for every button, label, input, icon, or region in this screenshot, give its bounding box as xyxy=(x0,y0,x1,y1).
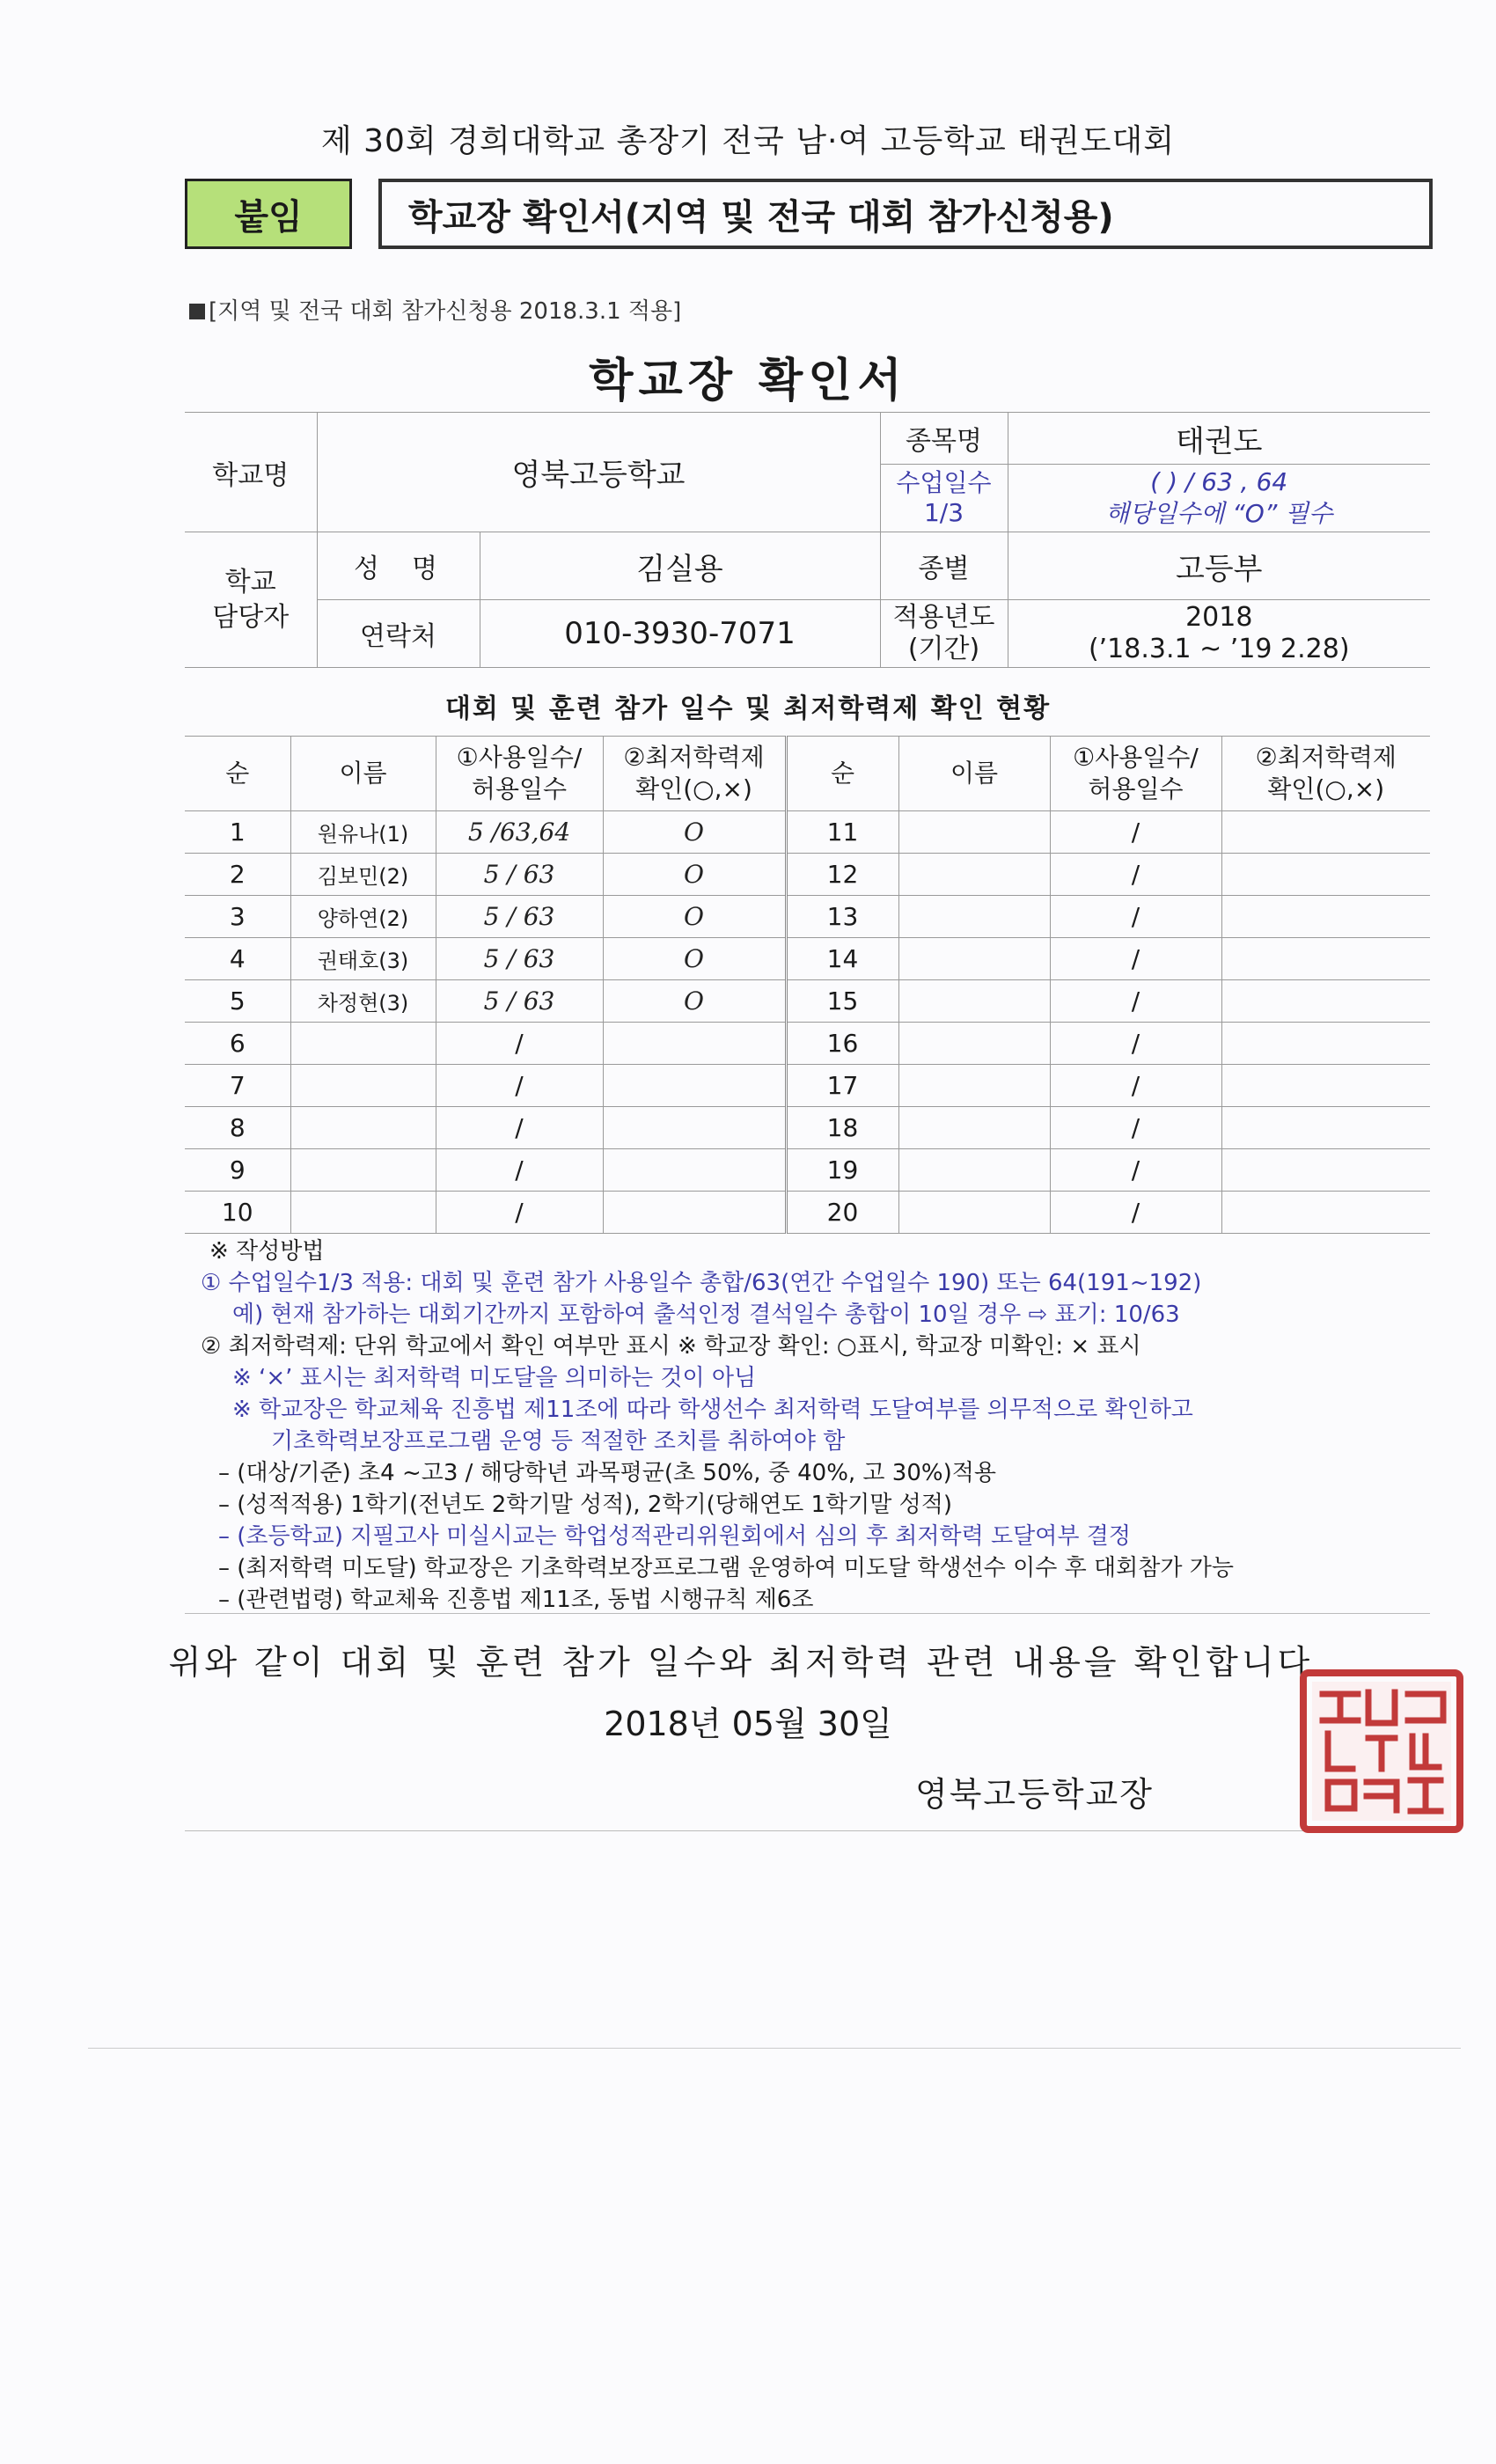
manager-name-value: 김실용 xyxy=(480,532,880,600)
instruction-3: ※ ‘×’ 표시는 최저학력 미도달을 의미하는 것이 아님 xyxy=(232,1365,757,1391)
row-name-2 xyxy=(898,1023,1050,1065)
apply-year-label-line1: 적용년도 xyxy=(892,602,995,633)
roster-row xyxy=(185,896,1430,938)
header-check-2-line1: ②최저학력제 xyxy=(1255,743,1397,772)
row-name-2 xyxy=(898,980,1050,1023)
row-check: O xyxy=(603,811,786,854)
row-check: O xyxy=(603,980,786,1023)
row-check xyxy=(603,1192,786,1234)
row-no-2: 20 xyxy=(786,1192,898,1234)
detail-4: – (최저학력 미도달) 학교장은 기초학력보장프로그램 운영하여 미도달 학생선수 이수 후 대회참가 가능 xyxy=(218,1555,1234,1581)
row-check-2 xyxy=(1221,1192,1430,1234)
sport-label: 종목명 xyxy=(880,413,1008,465)
sport-value: 태권도 xyxy=(1008,413,1430,465)
contact-value: 010-3930-7071 xyxy=(480,600,880,668)
row-name-2 xyxy=(898,1107,1050,1149)
square-bullet-icon xyxy=(189,304,205,319)
apply-year-value xyxy=(1008,600,1430,668)
header-check-2-line2: 확인(○,×) xyxy=(1267,774,1385,803)
attachment-title: 학교장 확인서(지역 및 전국 대회 참가신청용) xyxy=(378,179,1433,249)
row-check: O xyxy=(603,938,786,980)
row-no: 4 xyxy=(185,938,290,980)
class-days-value-line1: ( ) / 63 , 64 xyxy=(1150,467,1288,496)
header-days-2 xyxy=(1050,737,1221,811)
row-no-2: 15 xyxy=(786,980,898,1023)
row-no: 3 xyxy=(185,896,290,938)
row-check xyxy=(603,1065,786,1107)
attachment-label: 붙임 xyxy=(185,179,352,249)
row-check: O xyxy=(603,854,786,896)
row-days-2: / xyxy=(1050,938,1221,980)
row-name-2 xyxy=(898,1149,1050,1192)
row-no-2: 19 xyxy=(786,1149,898,1192)
header-check-2 xyxy=(1221,737,1430,811)
row-no-2: 13 xyxy=(786,896,898,938)
status-section-title: 대회 및 훈련 참가 일수 및 최저학력제 확인 현황 xyxy=(444,693,1052,724)
row-no-2: 11 xyxy=(786,811,898,854)
roster-row xyxy=(185,811,1430,854)
instructions-heading: ※ 작성방법 xyxy=(209,1238,325,1265)
row-check-2 xyxy=(1221,896,1430,938)
apply-year-value-line2: (’18.3.1 ~ ’19 2.28) xyxy=(1088,634,1350,664)
row-days-2: / xyxy=(1050,1107,1221,1149)
row-days: 5 / 63 xyxy=(436,980,603,1023)
instruction-1b: 예) 현재 참가하는 대회기간까지 포함하여 출석인정 결석일수 총합이 10일 경우 ⇨ 표기: 10/63 xyxy=(232,1302,1180,1328)
instruction-1a: ① 수업일수1/3 적용: 대회 및 훈련 참가 사용일수 총합/63(연간 수업일수 190) 또는 64(191~192) xyxy=(201,1270,1202,1296)
row-name-2 xyxy=(898,854,1050,896)
row-days: 5 / 63 xyxy=(436,938,603,980)
manager-label xyxy=(185,532,317,668)
row-no-2: 12 xyxy=(786,854,898,896)
row-no: 7 xyxy=(185,1065,290,1107)
form-note-text: [지역 및 전국 대회 참가신청용 2018.3.1 적용] xyxy=(209,298,682,325)
row-no: 1 xyxy=(185,811,290,854)
row-no-2: 18 xyxy=(786,1107,898,1149)
row-no: 9 xyxy=(185,1149,290,1192)
row-no: 2 xyxy=(185,854,290,896)
row-name: 김보민(2) xyxy=(290,854,436,896)
detail-1: – (대상/기준) 초4 ~고3 / 해당학년 과목평균(초 50%, 중 40%, 고 30%)적용 xyxy=(218,1460,996,1486)
row-name-2 xyxy=(898,1192,1050,1234)
page-edge-line xyxy=(88,2048,1461,2049)
school-name-label: 학교명 xyxy=(185,413,317,532)
row-days-2: / xyxy=(1050,1065,1221,1107)
manager-label-line2: 담당자 xyxy=(212,601,290,633)
apply-year-label-line2: (기간) xyxy=(907,634,980,664)
row-no: 8 xyxy=(185,1107,290,1149)
row-check-2 xyxy=(1221,1107,1430,1149)
apply-year-label xyxy=(880,600,1008,668)
row-name-2 xyxy=(898,938,1050,980)
contact-label: 연락처 xyxy=(317,600,480,668)
header-check-line2: 확인(○,×) xyxy=(635,774,752,803)
row-name: 권태호(3) xyxy=(290,938,436,980)
row-name xyxy=(290,1023,436,1065)
header-no: 순 xyxy=(185,737,290,811)
row-days-2: / xyxy=(1050,896,1221,938)
row-no-2: 17 xyxy=(786,1065,898,1107)
row-check-2 xyxy=(1221,1149,1430,1192)
row-days: / xyxy=(436,1023,603,1065)
school-info-table xyxy=(185,412,1430,668)
principal-name: 영북고등학교장 xyxy=(915,1775,1154,1814)
row-name xyxy=(290,1149,436,1192)
row-days: / xyxy=(436,1107,603,1149)
class-days-label-line2: 1/3 xyxy=(923,498,964,527)
row-days-2: / xyxy=(1050,1192,1221,1234)
header-name: 이름 xyxy=(290,737,436,811)
row-days-2: / xyxy=(1050,811,1221,854)
divider xyxy=(185,1613,1430,1614)
manager-label-line1: 학교 xyxy=(224,566,276,598)
header-check-line1: ②최저학력제 xyxy=(623,743,765,772)
detail-5: – (관련법령) 학교체육 진흥법 제11조, 동법 시행규칙 제6조 xyxy=(218,1587,814,1613)
roster-row xyxy=(185,980,1430,1023)
form-note xyxy=(189,293,681,326)
row-days: / xyxy=(436,1065,603,1107)
row-name-2 xyxy=(898,896,1050,938)
school-seal-stamp xyxy=(1298,1668,1465,1835)
row-check-2 xyxy=(1221,1023,1430,1065)
header-name-2: 이름 xyxy=(898,737,1050,811)
row-no-2: 14 xyxy=(786,938,898,980)
row-check xyxy=(603,1023,786,1065)
row-check-2 xyxy=(1221,938,1430,980)
row-days: / xyxy=(436,1192,603,1234)
confirmation-statement: 위와 같이 대회 및 훈련 참가 일수와 최저학력 관련 내용을 확인합니다. xyxy=(168,1643,1328,1682)
header-days-line2: 허용일수 xyxy=(471,774,568,803)
document-title: 학교장 확인서 xyxy=(589,355,907,407)
row-check-2 xyxy=(1221,1065,1430,1107)
row-check-2 xyxy=(1221,811,1430,854)
instructions xyxy=(201,1236,1450,1616)
roster-row xyxy=(185,1192,1430,1234)
row-name: 양하연(2) xyxy=(290,896,436,938)
manager-name-label: 성 명 xyxy=(317,532,480,600)
row-name-2 xyxy=(898,811,1050,854)
row-name xyxy=(290,1065,436,1107)
row-check xyxy=(603,1107,786,1149)
row-check xyxy=(603,1149,786,1192)
header-days xyxy=(436,737,603,811)
event-title: 제 30회 경희대학교 총장기 전국 남·여 고등학교 태권도대회 xyxy=(320,123,1176,159)
row-check: O xyxy=(603,896,786,938)
row-days-2: / xyxy=(1050,980,1221,1023)
roster-row xyxy=(185,1023,1430,1065)
roster-row xyxy=(185,1149,1430,1192)
row-name: 차정현(3) xyxy=(290,980,436,1023)
roster-row xyxy=(185,854,1430,896)
row-days: / xyxy=(436,1149,603,1192)
row-name xyxy=(290,1192,436,1234)
row-name-2 xyxy=(898,1065,1050,1107)
row-check-2 xyxy=(1221,980,1430,1023)
row-check-2 xyxy=(1221,854,1430,896)
roster-row xyxy=(185,938,1430,980)
row-days-2: / xyxy=(1050,854,1221,896)
divider xyxy=(185,1830,1430,1831)
row-days-2: / xyxy=(1050,1149,1221,1192)
row-no-2: 16 xyxy=(786,1023,898,1065)
row-no: 5 xyxy=(185,980,290,1023)
detail-3: – (초등학교) 지필고사 미실시교는 학업성적관리위원회에서 심의 후 최저학력 도달여부 결정 xyxy=(218,1523,1131,1550)
row-days: 5 / 63 xyxy=(436,854,603,896)
class-days-value xyxy=(1008,465,1430,532)
apply-year-value-line1: 2018 xyxy=(1185,602,1253,633)
detail-2: – (성적적용) 1학기(전년도 2학기말 성적), 2학기(당해연도 1학기말 성적) xyxy=(218,1492,953,1518)
row-name xyxy=(290,1107,436,1149)
class-days-label xyxy=(880,465,1008,532)
roster-header-row xyxy=(185,737,1430,811)
header-check xyxy=(603,737,786,811)
instruction-4a: ※ 학교장은 학교체육 진흥법 제11조에 따라 학생선수 최저학력 도달여부를 의무적으로 확인하고 xyxy=(232,1397,1193,1423)
row-no: 10 xyxy=(185,1192,290,1234)
instruction-4b: 기초학력보장프로그램 운영 등 적절한 조치를 취하여야 함 xyxy=(271,1428,846,1455)
header-days-line1: ①사용일수/ xyxy=(456,743,583,772)
roster-row xyxy=(185,1065,1430,1107)
division-value: 고등부 xyxy=(1008,532,1430,600)
division-label: 종별 xyxy=(880,532,1008,600)
header-days-2-line1: ①사용일수/ xyxy=(1073,743,1199,772)
class-days-label-line1: 수업일수 xyxy=(896,468,992,497)
header-no-2: 순 xyxy=(786,737,898,811)
row-days: 5 /63,64 xyxy=(436,811,603,854)
header-days-2-line2: 허용일수 xyxy=(1088,774,1184,803)
school-name-value: 영북고등학교 xyxy=(317,413,880,532)
roster-table xyxy=(185,736,1430,1234)
class-days-value-line2: 해당일수에 “O” 필수 xyxy=(1105,499,1333,528)
row-days: 5 / 63 xyxy=(436,896,603,938)
row-days-2: / xyxy=(1050,1023,1221,1065)
roster-row xyxy=(185,1107,1430,1149)
row-no: 6 xyxy=(185,1023,290,1065)
row-name: 원유나(1) xyxy=(290,811,436,854)
instruction-2: ② 최저학력제: 단위 학교에서 확인 여부만 표시 ※ 학교장 확인: ○표시, 학교장 미확인: × 표시 xyxy=(201,1333,1141,1360)
confirmation-date: 2018년 05월 30일 xyxy=(604,1705,892,1743)
